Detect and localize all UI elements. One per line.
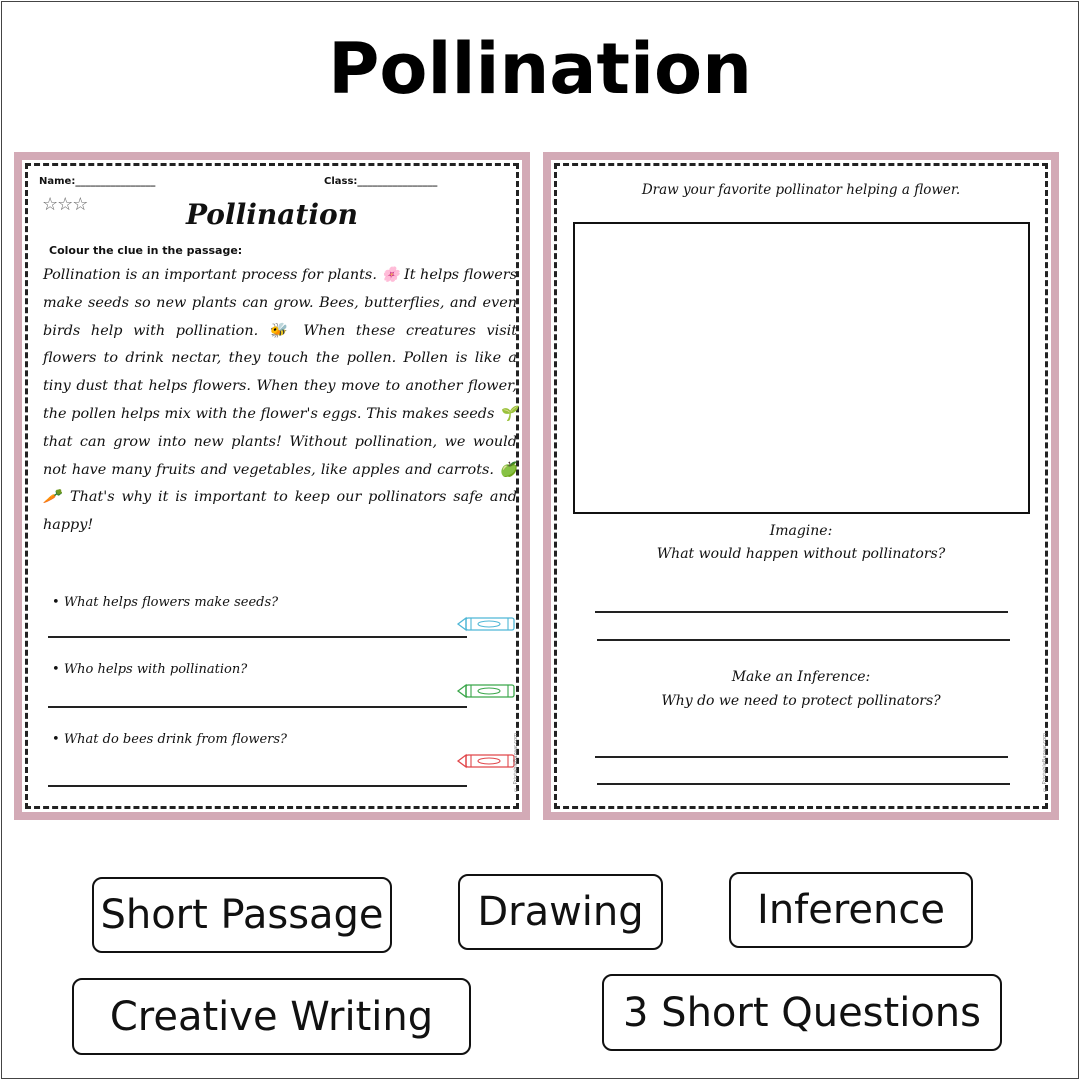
- page-title: Pollination: [328, 28, 752, 110]
- bullet: •: [52, 595, 60, 610]
- instruction-text: Colour the clue in the passage:: [49, 244, 243, 257]
- worksheet-page-2-paper: [551, 160, 1051, 812]
- question-2: [52, 662, 247, 677]
- imagine-question: What would happen without pollinators?: [656, 546, 946, 562]
- imagine-answer-line-2[interactable]: [597, 639, 1010, 641]
- tag-inference: Inference: [729, 872, 973, 948]
- drawing-box[interactable]: [573, 222, 1030, 514]
- worksheet-page-1: [14, 152, 530, 820]
- imagine-label: Imagine:: [769, 523, 833, 539]
- bullet: •: [52, 732, 60, 747]
- name-field-label: Name:________________: [39, 176, 156, 187]
- question-2-text: Who helps with pollination?: [63, 662, 248, 677]
- worksheet-page-1-paper: [22, 160, 522, 812]
- tag-short-passage: Short Passage: [92, 877, 392, 953]
- class-field-label: Class:________________: [324, 176, 438, 187]
- worksheet-title: Pollination: [186, 198, 358, 231]
- reading-passage: Pollination is an important process for plants. 🌸 It helps flowers make seeds so new plants can grow. Bees, butterflies, and even birds help with pollination. 🐝 When these creatures visit flowers to drink nectar, they touch the pollen. Pollen is like a tiny dust that helps flowers. When they move to another flower, the pollen helps mix with the flower's eggs. This makes seeds 🌱 that can grow into new plants! Without pollination, we would not have many fruits and vegetables, like apples and carrots. 🍏🥕 That's why it is important to keep our pollinators safe and happy!: [43, 267, 517, 534]
- crayon-icon-red: [456, 753, 516, 769]
- tag-short-questions: 3 Short Questions: [602, 974, 1002, 1051]
- inference-answer-line-2[interactable]: [597, 783, 1010, 785]
- question-1-text: What helps flowers make seeds?: [63, 595, 279, 610]
- crayon-icon-green: [456, 683, 516, 699]
- question-3: [52, 732, 287, 747]
- bullet: •: [52, 662, 60, 677]
- worksheet-page-2: [543, 152, 1059, 820]
- imagine-answer-line-1[interactable]: [595, 611, 1008, 613]
- copyright-credit: © PrintableBazaar.com: [1042, 733, 1048, 792]
- question-3-text: What do bees drink from flowers?: [63, 732, 288, 747]
- question-1: [52, 595, 278, 610]
- inference-answer-line-1[interactable]: [595, 756, 1008, 758]
- drawing-prompt: Draw your favorite pollinator helping a flower.: [641, 182, 961, 198]
- tag-creative-writing: Creative Writing: [72, 978, 471, 1055]
- tag-drawing: Drawing: [458, 874, 663, 950]
- answer-line-1[interactable]: [48, 636, 467, 638]
- star-rating-icons: ☆☆☆: [42, 194, 88, 215]
- inference-question: Why do we need to protect pollinators?: [661, 693, 941, 709]
- answer-line-2[interactable]: [48, 706, 467, 708]
- inference-label: Make an Inference:: [731, 669, 871, 685]
- answer-line-3[interactable]: [48, 785, 467, 787]
- crayon-icon-blue: [456, 616, 516, 632]
- copyright-credit: © PrintableBazaar.com: [513, 733, 519, 792]
